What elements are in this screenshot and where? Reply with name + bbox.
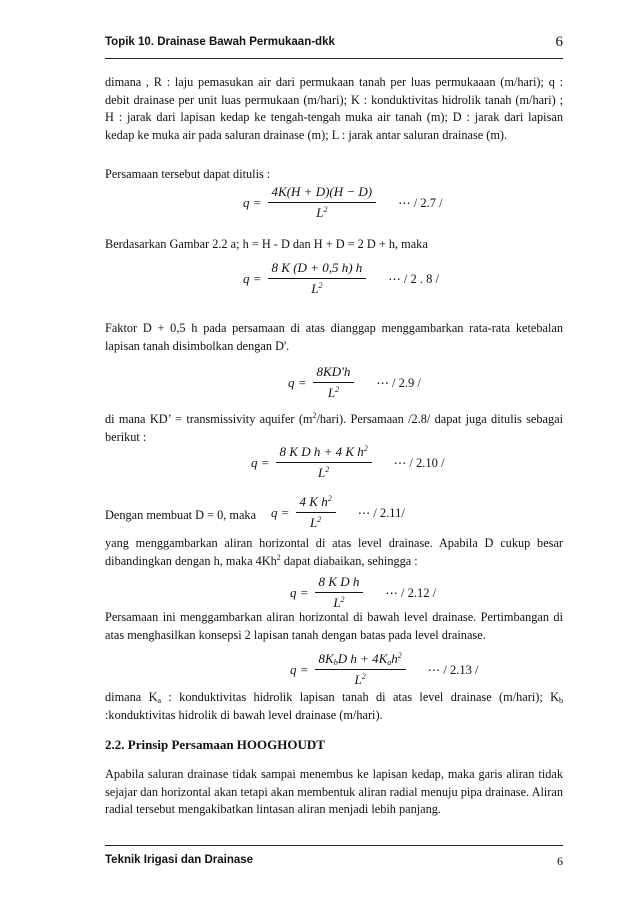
equation-2-8: q = $\frac{8 K (D + 0,5 h) h}{L^2}$ ⋯ / 2 . 8 / — [243, 260, 439, 296]
page-header — [105, 36, 563, 59]
paragraph-intro-eq27: Persamaan tersebut dapat ditulis : — [105, 167, 271, 181]
paragraph-factor: Faktor D + 0,5 h pada persamaan di atas dianggap menggambarkan rata-rata ketebalan lapisan tanah disimbolkan dengan D'. — [105, 321, 563, 353]
equation-2-12: q = $\frac{\text{8 K D h}}{L^2}$ ⋯ / 2.12 / — [290, 574, 437, 610]
footer-title: Teknik Irigasi dan Drainase — [105, 854, 254, 866]
equation-number: ⋯ / 2.10 / — [393, 455, 445, 470]
equation-number: ⋯ / 2.12 / — [385, 585, 437, 600]
section-heading: 2.2. Prinsip Persamaan HOOGHOUDT — [105, 737, 325, 752]
paragraph-definitions: dimana , R : laju pemasukan air dari permukaan tanah per luas permukaaan (m/hari); q : debit drainase per unit luas permukaan (m/hari); K : konduktivitas hidrolik tanah (m/hari) ; H : jarak dari lapisan kedap ke tengah-tengah muka air tanah (m); D : jarak dari lapisan kedap ke muka air pada saluran drainase (m); L : jarak antar saluran drainase (m). — [105, 75, 563, 142]
footer-page-number: 6 — [557, 854, 563, 868]
paragraph-intro-eq28: Berdasarkan Gambar 2.2 a; h = H - D dan H + D = 2 D + h, maka — [105, 237, 428, 251]
equation-2-7: q = $\frac{4K(H + D)(H - D)}{L^2}$ ⋯ / 2.7 / — [243, 184, 443, 220]
equation-number: ⋯ / 2.7 / — [398, 195, 443, 210]
page-footer — [105, 845, 563, 869]
paragraph-hooghoudt: Apabila saluran drainase tidak sampai menembus ke lapisan kedap, maka garis aliran tidak sejajar dan horizontal akan tetapi akan membentuk aliran radial menuju pipa drainase. Aliran radial tersebut mengakibatkan lintasan aliran menjadi lebih panjang. — [105, 767, 563, 816]
paragraph-horizontal-above: yang menggambarkan aliran horizontal di atas level drainase. Apabila D cukup besar dibandingkan dengan h, maka 4Kh$^2$ dapat diabaikan, sehingga : — [105, 536, 563, 568]
header-page-number: 6 — [555, 34, 563, 50]
equation-number: ⋯ / 2.13 / — [427, 662, 479, 677]
equation-2-11: q = $\frac{4 K h^2}{L^2}$ ⋯ / 2.11/ — [271, 494, 405, 530]
equation-2-10: q = $\frac{8 K D h + 4 K h^2}{L^2}$ ⋯ / 2.10 / — [251, 444, 445, 480]
paragraph-transmissivity: di mana KD’ = transmissivity aquifer $(m^2/hari)$. Persamaan /2.8/ dapat juga ditulis sebagai berikut : — [105, 411, 563, 444]
equation-2-9: q = $\frac{8KD'h}{L^2}$ ⋯ / 2.9 / — [288, 364, 421, 400]
paragraph-ka-kb: dimana $K_a$ : konduktivitas hidrolik lapisan tanah di atas level drainase (m/hari); $K_b$ :konduktivitas hidrolik di bawah level drainase (m/hari). — [105, 690, 563, 722]
paragraph-d-zero: Dengan membuat D = 0, maka — [105, 508, 257, 522]
equation-2-13: q = $\frac{8K_bD h + 4K_ah^2}{L^2}$ ⋯ / 2.13 / — [290, 651, 479, 687]
equation-number: ⋯ / 2.9 / — [376, 375, 421, 390]
equation-number: ⋯ / 2 . 8 / — [388, 271, 439, 286]
equation-number: ⋯ / 2.11/ — [357, 505, 405, 520]
header-title: Topik 10. Drainase Bawah Permukaan-dkk — [105, 36, 335, 48]
paragraph-horizontal-below: Persamaan ini menggambarkan aliran horizontal di bawah level drainase. Pertimbangan di atas menghasilkan konsepsi 2 lapisan tanah dengan batas pada level drainase. — [105, 610, 563, 642]
